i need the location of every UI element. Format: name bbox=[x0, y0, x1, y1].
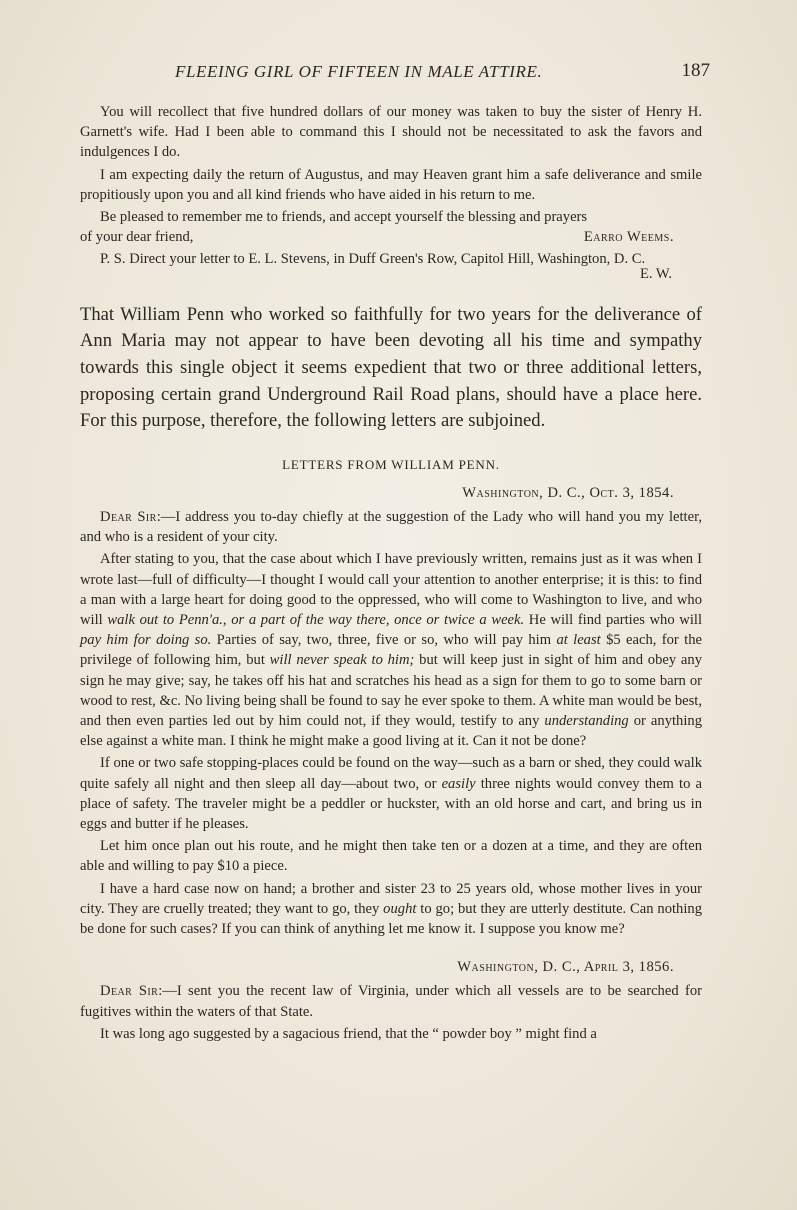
text-run: Parties of say, two, three, five or so, who will pay him bbox=[211, 632, 557, 649]
italic-run: pay him for doing so. bbox=[80, 632, 212, 649]
closing-line bbox=[80, 227, 702, 247]
text-run: but will keep just in sight of him and obey any sign he may give; say, he takes off his hat and scratches his head as a sign for them to go to some barn or wood to rest, &c. No living being shall be found to say he ever spoke to them. A white man would be best, and then even parties led out by him could not, if they would, testify to any bbox=[80, 652, 702, 730]
text-run: After stating to you, that the case about which I have previously written, remains just as it was when I wrote last—full of difficulty—I thought I would call your attention to another enterprise; it is this: to find a man with a large heart for doing good to the oppressed, who will come to Washington to live, and who will bbox=[80, 551, 702, 629]
closing-text: of your dear friend, bbox=[80, 229, 194, 246]
postscript-initials: E. W. bbox=[639, 265, 672, 282]
page-header bbox=[80, 62, 710, 86]
letter1-opening-text: :—I address you to-day chiefly at the suggestion of the Lady who will hand you my letter, and who is a resident of your city. bbox=[80, 509, 702, 546]
letter2-salutation: Dear Sir bbox=[100, 983, 159, 1000]
letter-end-paragraph-2: I am expecting daily the return of Augustus, and may Heaven grant him a safe deliverance and smile propitiously upon you and all kind friends who have aided in his return to me. bbox=[80, 166, 702, 203]
italic-run: at least bbox=[556, 632, 601, 649]
page-number: 187 bbox=[681, 60, 710, 81]
narrative-paragraph: That William Penn who worked so faithfully for two years for the deliverance of Ann Maria may not appear to have been devoting all his time and sympathy towards this single object it seems expedient that two or three additional letters, proposing certain grand Underground Rail Road plans, should have a place here. For this purpose, therefore, the following letters are subjoined. bbox=[80, 303, 702, 432]
letter1-paragraph-3 bbox=[80, 753, 702, 834]
letter2-dateline: Washington, D. C., April 3, 1856. bbox=[457, 959, 674, 976]
letter-end-paragraph-1: You will recollect that five hundred dollars of our money was taken to buy the sister of Henry H. Garnett's wife. Had I been able to command this I should not be necessitated to ask the favors and indulgences I do. bbox=[80, 104, 702, 161]
letter1-salutation: Dear Sir bbox=[100, 509, 157, 525]
italic-run: easily bbox=[441, 775, 476, 792]
running-title: FLEEING GIRL OF FIFTEEN IN MALE ATTIRE. bbox=[175, 62, 543, 81]
text-run: to go; but they are utterly destitute. Can nothing be done for such cases? If you can think of anything let me know it. I suppose you know me? bbox=[80, 900, 703, 938]
page-content bbox=[80, 102, 702, 1044]
text-run: I have a hard case now on hand; a brother and sister 23 to 25 years old, whose mother lives in your city. They are cruelly treated; they want to go, they bbox=[80, 880, 702, 917]
letter1-paragraph-2 bbox=[80, 549, 702, 751]
italic-run: understanding bbox=[544, 713, 629, 730]
text-run: If one or two safe stopping-places could be found on the way—such as a barn or shed, they could walk quite safely all night and then sleep all day—about two, or bbox=[80, 755, 702, 792]
postscript: P. S. Direct your letter to E. L. Stevens, in Duff Green's Row, Capitol Hill, Washington, D. C. bbox=[100, 251, 646, 268]
letter1-paragraph-4: Let him once plan out his route, and he might then take ten or a dozen at a time, and they are often able and willing to pay $10 a piece. bbox=[80, 838, 702, 875]
italic-run: walk out to Penn'a., or a part of the way there, once or twice a week. bbox=[107, 612, 525, 629]
italic-run: ought bbox=[383, 900, 417, 917]
letter1-opening bbox=[80, 507, 702, 547]
letter-end-paragraph-3: Be pleased to remember me to friends, and accept yourself the blessing and prayers bbox=[100, 209, 588, 226]
letter2-paragraph-2: It was long ago suggested by a sagacious friend, that the “ powder boy ” might find a bbox=[100, 1025, 597, 1042]
text-run: $5 each, for the privilege of following him, but bbox=[80, 632, 702, 669]
letter1-dateline: Washington, D. C., Oct. 3, 1854. bbox=[462, 484, 674, 501]
text-run: three nights would convey them to a place of safety. The traveler might be a peddler or huckster, with an old horse and cart, and bring us in eggs and butter if he pleases. bbox=[80, 775, 702, 833]
closing-signature: Earro Weems. bbox=[583, 229, 674, 246]
letter1-paragraph-5 bbox=[80, 879, 702, 940]
italic-run: will never speak to him; bbox=[269, 652, 415, 669]
letter2-opening bbox=[80, 981, 702, 1021]
text-run: or anything else against a white man. I think he might make a good living at it. Can it not be done? bbox=[80, 713, 702, 750]
section-heading: LETTERS FROM WILLIAM PENN. bbox=[282, 456, 500, 472]
letter2-opening-text: :—I sent you the recent law of Virginia, under which all vessels are to be searched for fugitives within the waters of that State. bbox=[80, 983, 702, 1020]
text-run: He will find parties who will bbox=[524, 612, 703, 629]
